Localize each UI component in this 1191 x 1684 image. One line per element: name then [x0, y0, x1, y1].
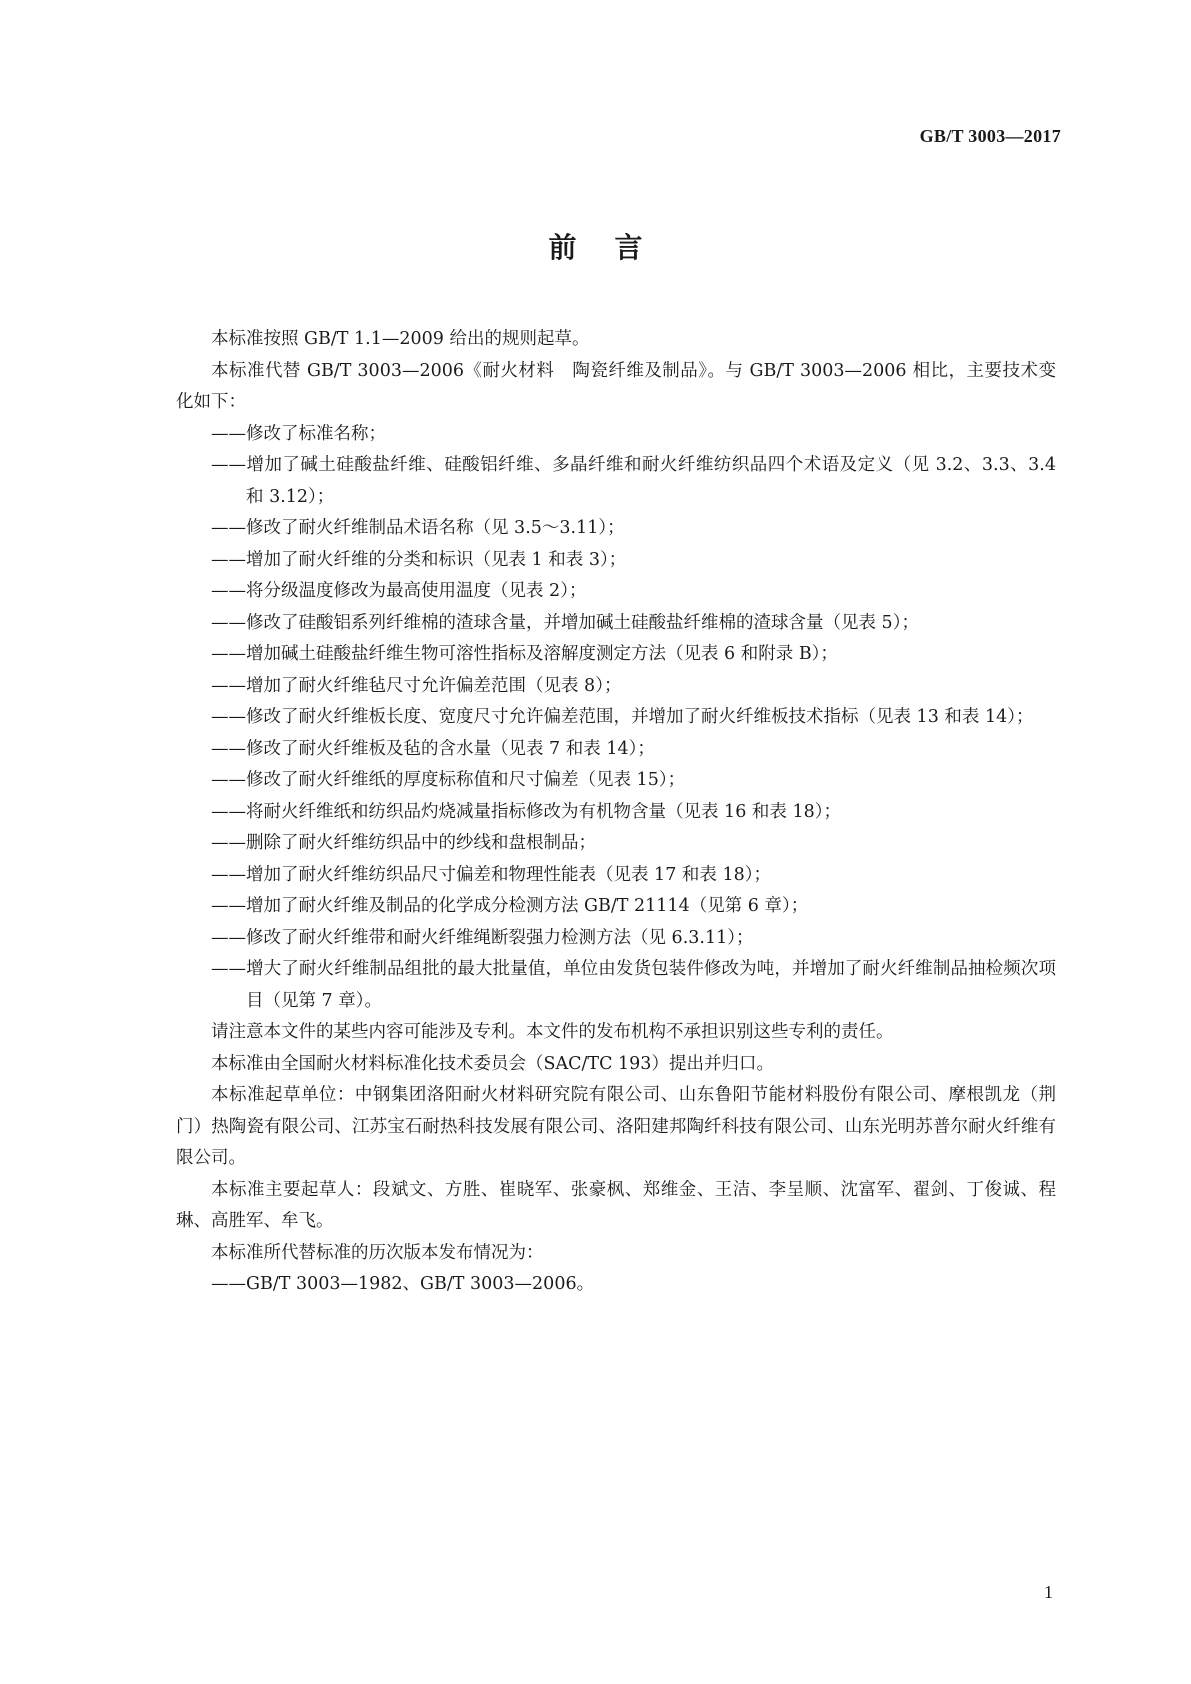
paragraph-drafting-units: 本标准起草单位：中钢集团洛阳耐火材料研究院有限公司、山东鲁阳节能材料股份有限公司、摩根凯龙（荆门）热陶瓷有限公司、江苏宝石耐热科技发展有限公司、洛阳建邦陶纤科技有限公司、山东光明苏普尔耐火纤维有限公司。	[176, 1085, 1056, 1168]
document-body	[176, 324, 1056, 1301]
list-item: ——修改了硅酸铝系列纤维棉的渣球含量，并增加碱土硅酸盐纤维棉的渣球含量（见表 5）；	[211, 612, 919, 633]
paragraph-committee: 本标准由全国耐火材料标准化技术委员会（SAC/TC 193）提出并归口。	[211, 1053, 774, 1074]
list-item: ——增加了耐火纤维及制品的化学成分检测方法 GB/T 21114（见第 6 章）；	[211, 896, 809, 916]
list-item: ——增加了碱土硅酸盐纤维、硅酸铝纤维、多晶纤维和耐火纤维纺织品四个术语及定义（见 3.2、3.3、3.4 和 3.12）；	[211, 455, 1056, 507]
list-item: ——修改了耐火纤维带和耐火纤维绳断裂强力检测方法（见 6.3.11）；	[211, 927, 754, 948]
paragraph-patent-notice: 请注意本文件的某些内容可能涉及专利。本文件的发布机构不承担识别这些专利的责任。	[211, 1022, 894, 1042]
list-item: ——修改了耐火纤维纸的厚度标称值和尺寸偏差（见表 15）；	[211, 770, 686, 790]
list-item: ——将耐火纤维纸和纺织品灼烧减量指标修改为有机物含量（见表 16 和表 18）；	[211, 801, 841, 822]
standard-code: GB/T 3003—2017	[919, 126, 1061, 146]
page-title: 前言	[548, 231, 681, 264]
paragraph-drafters: 本标准主要起草人：段斌文、方胜、崔晓军、张豪枫、郑维金、王洁、李呈顺、沈富军、翟剑、丁俊诚、程琳、高胜军、牟飞。	[176, 1179, 1056, 1231]
list-item: ——修改了标准名称；	[211, 423, 386, 444]
paragraph-drafting-rules: 本标准按照 GB/T 1.1—2009 给出的规则起草。	[211, 329, 590, 349]
paragraph-history-intro: 本标准所代替标准的历次版本发布情况为：	[211, 1242, 544, 1263]
list-item: ——修改了耐火纤维制品术语名称（见 3.5～3.11）；	[211, 518, 625, 538]
history-item: ——GB/T 3003—1982、GB/T 3003—2006。	[211, 1274, 595, 1294]
list-item: ——将分级温度修改为最高使用温度（见表 2）；	[211, 581, 587, 601]
list-item: ——增加了耐火纤维的分类和标识（见表 1 和表 3）；	[211, 549, 627, 570]
list-item: ——增大了耐火纤维制品组批的最大批量值，单位由发货包装件修改为吨，并增加了耐火纤维制品抽检频次项目（见第 7 章）。	[211, 959, 1056, 1011]
changes-list	[176, 419, 1056, 1018]
paragraph-replacement-intro: 本标准代替 GB/T 3003—2006《耐火材料 陶瓷纤维及制品》。与 GB/T 3003—2006 相比，主要技术变化如下：	[176, 360, 1056, 412]
list-item: ——增加了耐火纤维毡尺寸允许偏差范围（见表 8）；	[211, 675, 622, 696]
list-item: ——修改了耐火纤维板及毡的含水量（见表 7 和表 14）；	[211, 738, 655, 759]
list-item: ——删除了耐火纤维纺织品中的纱线和盘根制品；	[211, 833, 596, 853]
list-item: ——增加碱土硅酸盐纤维生物可溶性指标及溶解度测定方法（见表 6 和附录 B）；	[211, 644, 838, 664]
list-item: ——增加了耐火纤维纺织品尺寸偏差和物理性能表（见表 17 和表 18）；	[211, 864, 771, 885]
page-number: 1	[1044, 1582, 1053, 1602]
list-item: ——修改了耐火纤维板长度、宽度尺寸允许偏差范围，并增加了耐火纤维板技术指标（见表 13 和表 14）；	[211, 707, 1034, 727]
